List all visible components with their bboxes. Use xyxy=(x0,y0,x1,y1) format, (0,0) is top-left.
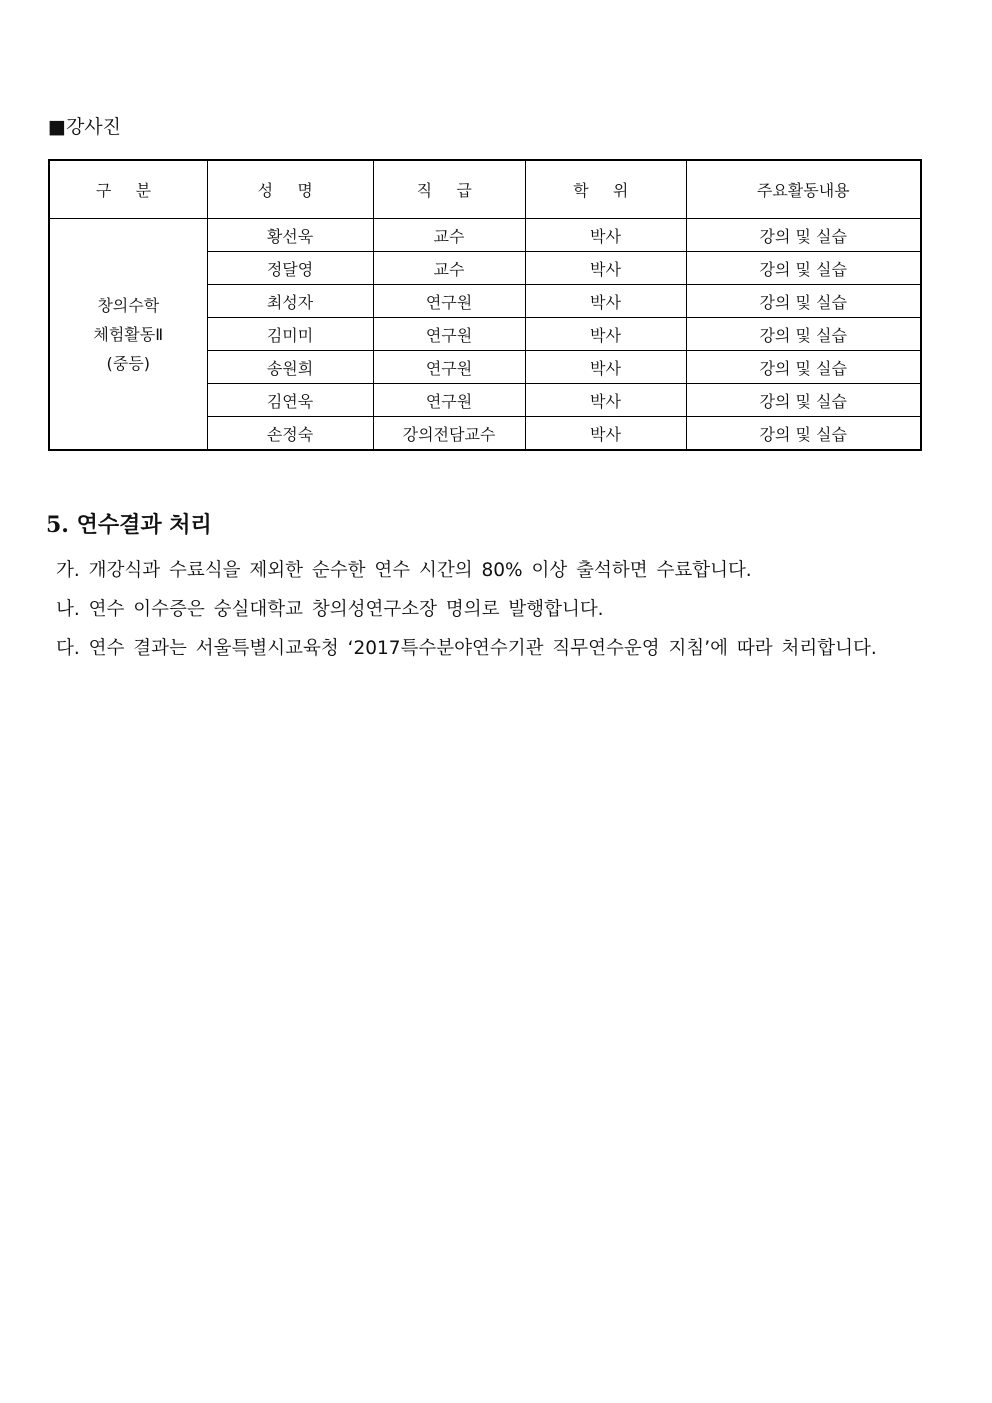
cell-name: 황선욱 xyxy=(207,219,373,252)
group-line: (중등) xyxy=(106,353,150,373)
cell-activity: 강의 및 실습 xyxy=(686,417,921,451)
cell-name: 김연욱 xyxy=(207,384,373,417)
cell-rank: 연구원 xyxy=(373,384,525,417)
cell-rank: 연구원 xyxy=(373,351,525,384)
cell-name: 최성자 xyxy=(207,285,373,318)
group-line: 창의수학 xyxy=(97,295,160,315)
header-name: 성 명 xyxy=(207,160,373,219)
group-cell xyxy=(49,219,207,451)
cell-degree: 박사 xyxy=(525,417,686,451)
cell-degree: 박사 xyxy=(525,252,686,285)
cell-rank: 교수 xyxy=(373,252,525,285)
cell-degree: 박사 xyxy=(525,219,686,252)
cell-degree: 박사 xyxy=(525,285,686,318)
cell-degree: 박사 xyxy=(525,351,686,384)
header-activity: 주요활동내용 xyxy=(686,160,921,219)
cell-rank: 연구원 xyxy=(373,318,525,351)
cell-activity: 강의 및 실습 xyxy=(686,252,921,285)
section-5-item-ga: 가. 개강식과 수료식을 제외한 순수한 연수 시간의 80% 이상 출석하면 수료합니다. xyxy=(56,560,752,581)
cell-activity: 강의 및 실습 xyxy=(686,285,921,318)
cell-activity: 강의 및 실습 xyxy=(686,384,921,417)
section-5-item-da: 다. 연수 결과는 서울특별시교육청 ‘2017특수분야연수기관 직무연수운영 지침’에 따라 처리합니다. xyxy=(56,638,877,659)
cell-degree: 박사 xyxy=(525,384,686,417)
header-degree: 학 위 xyxy=(525,160,686,219)
cell-name: 송원희 xyxy=(207,351,373,384)
cell-name: 김미미 xyxy=(207,318,373,351)
cell-degree: 박사 xyxy=(525,318,686,351)
header-category: 구 분 xyxy=(49,160,207,219)
cell-rank: 교수 xyxy=(373,219,525,252)
header-rank: 직 급 xyxy=(373,160,525,219)
cell-activity: 강의 및 실습 xyxy=(686,219,921,252)
section-heading: ■강사진 xyxy=(48,116,122,138)
cell-rank: 강의전담교수 xyxy=(373,417,525,451)
cell-rank: 연구원 xyxy=(373,285,525,318)
cell-activity: 강의 및 실습 xyxy=(686,318,921,351)
section-5-item-na: 나. 연수 이수증은 숭실대학교 창의성연구소장 명의로 발행합니다. xyxy=(56,599,604,620)
cell-name: 손정숙 xyxy=(207,417,373,451)
cell-name: 정달영 xyxy=(207,252,373,285)
instructor-table xyxy=(48,159,922,451)
table-row xyxy=(49,219,921,252)
group-line: 체험활동Ⅱ xyxy=(93,324,164,344)
section-5-title: 5. 연수결과 처리 xyxy=(46,512,212,538)
table-header-row xyxy=(49,160,921,219)
cell-activity: 강의 및 실습 xyxy=(686,351,921,384)
